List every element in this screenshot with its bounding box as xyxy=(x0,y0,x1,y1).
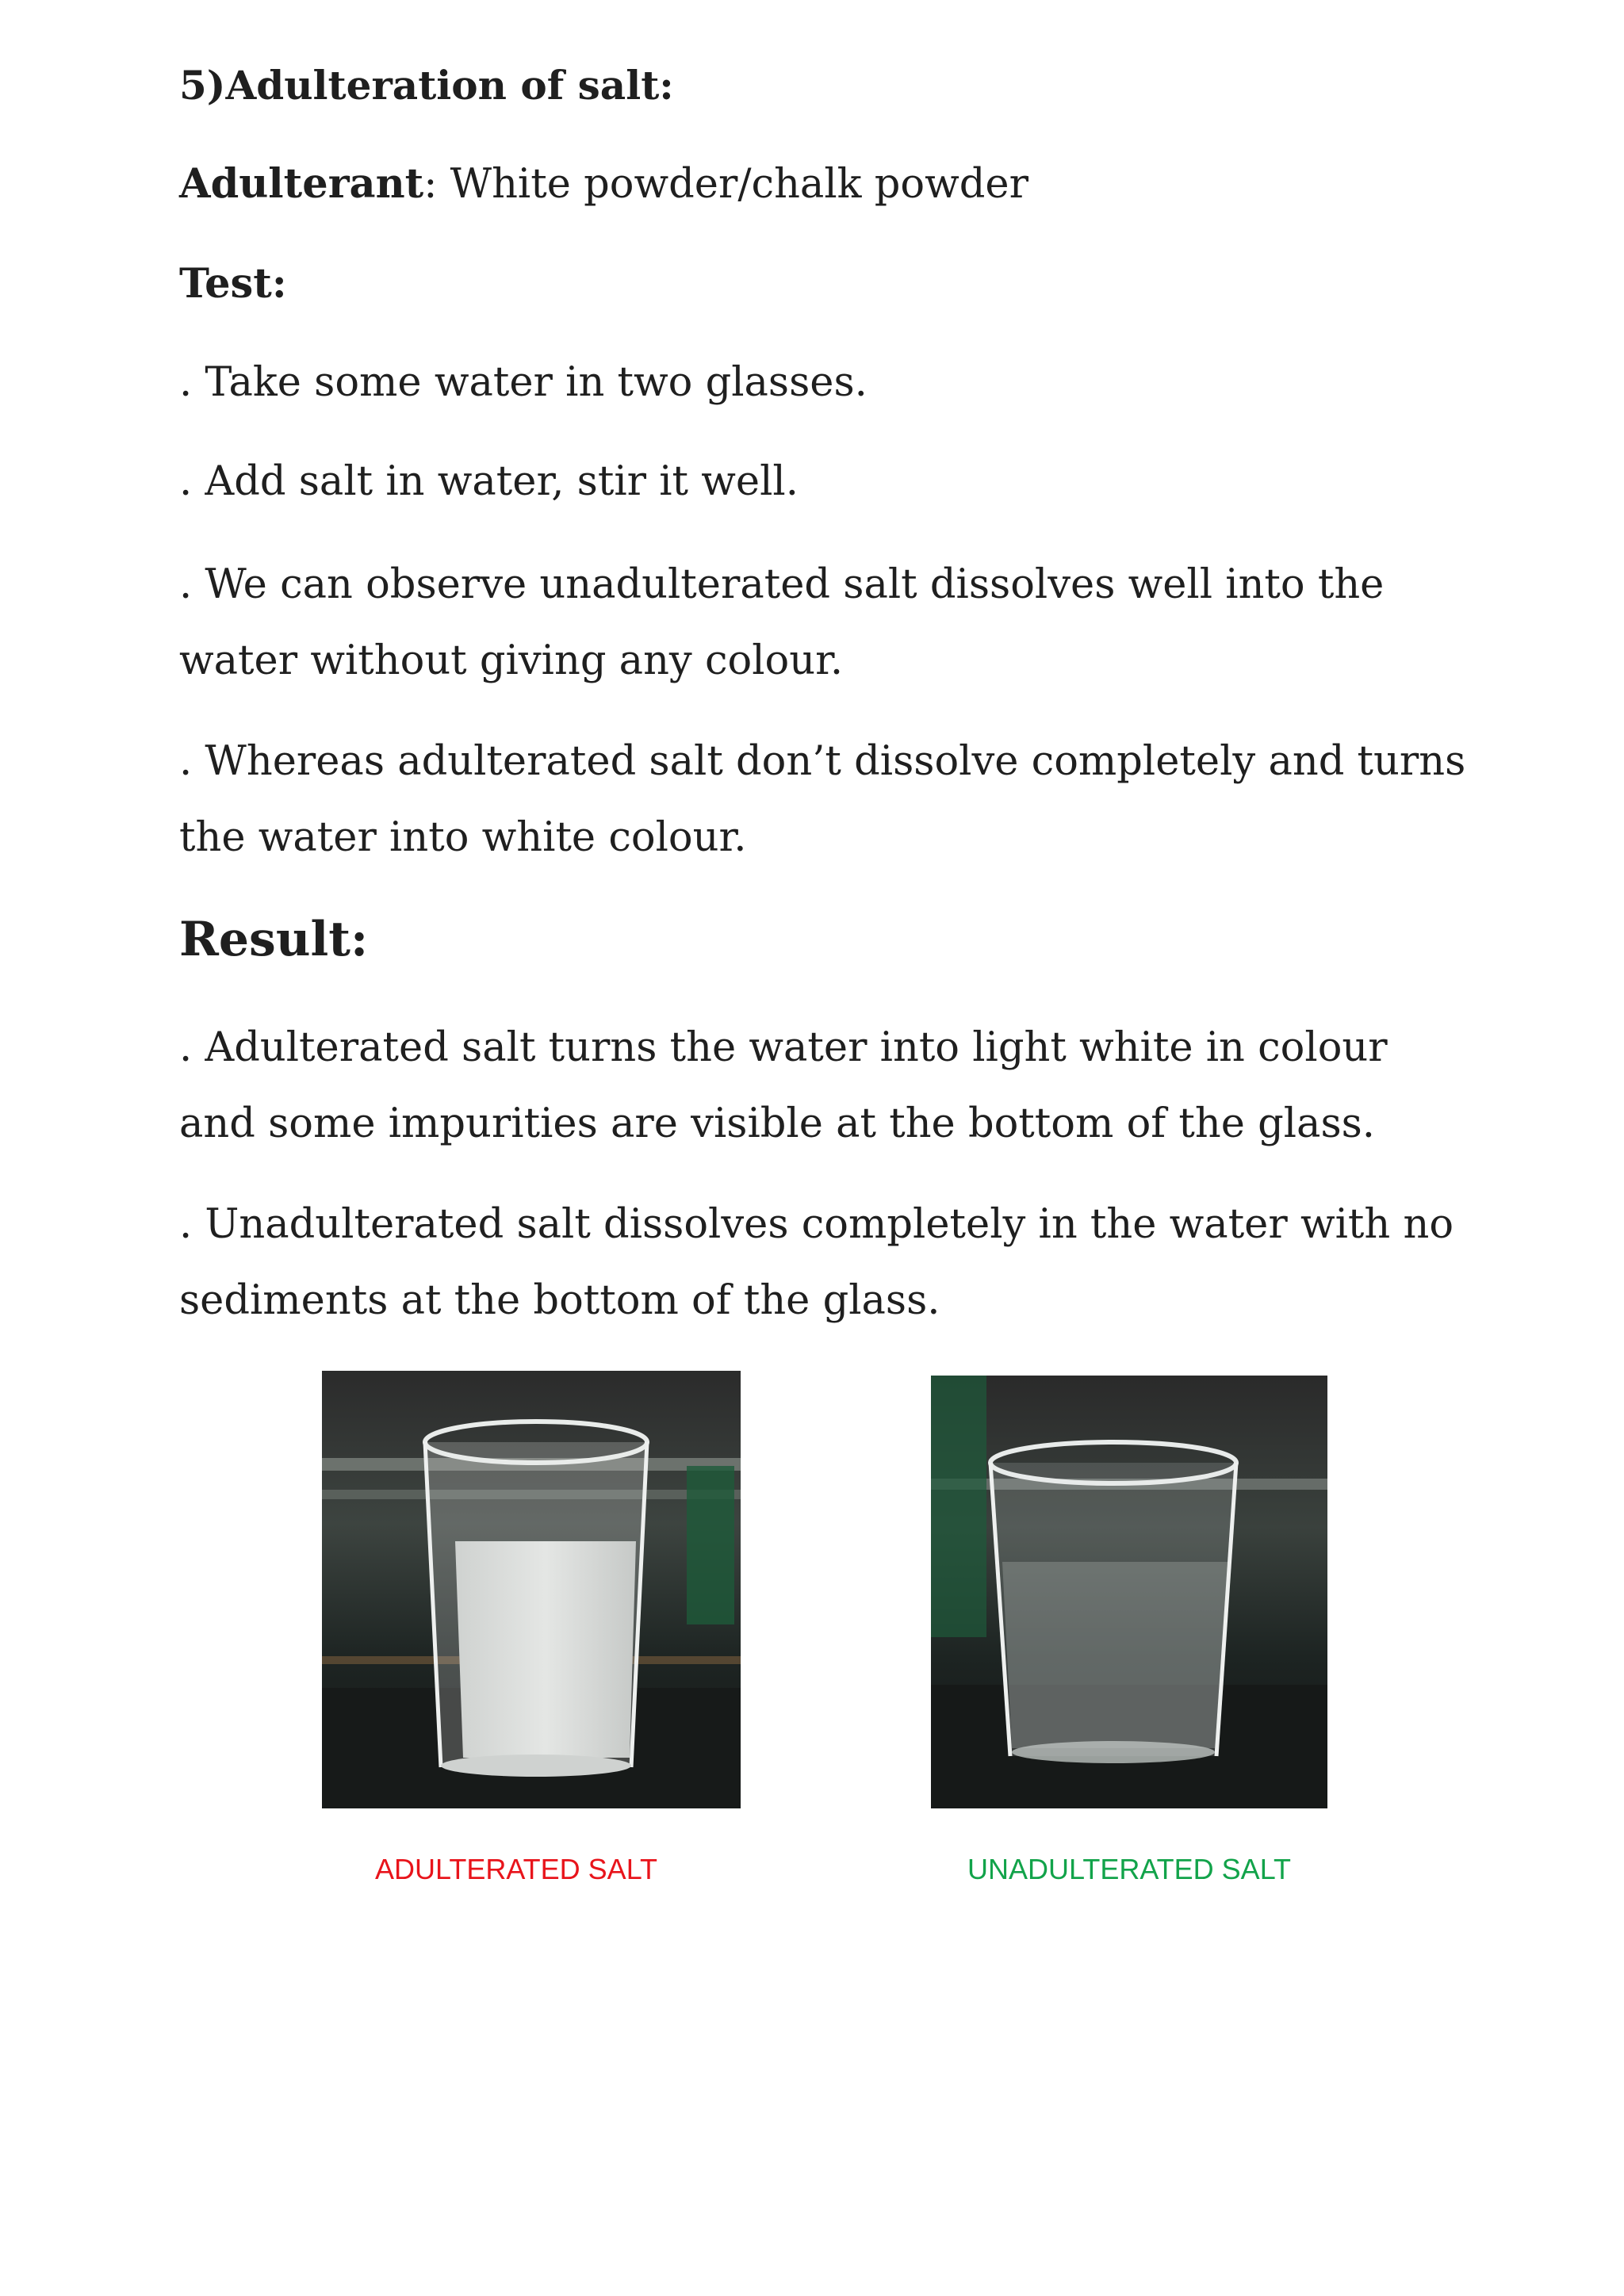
section-title: 5)Adulteration of salt: xyxy=(179,62,674,109)
unadulterated-glass-image xyxy=(931,1376,1327,1808)
adulterant-value: : White powder/chalk powder xyxy=(423,161,1028,208)
test-step-4: . Whereas adulterated salt don’t dissolve completely and turns the water into white colour. xyxy=(179,738,1466,861)
adulterated-salt-caption: ADULTERATED SALT xyxy=(374,1853,658,1885)
unadulterated-salt-caption: UNADULTERATED SALT xyxy=(967,1853,1292,1885)
unadulterated-salt-photo xyxy=(931,1376,1327,1808)
adulterated-glass-image xyxy=(322,1371,741,1808)
adulterated-salt-photo xyxy=(322,1371,741,1808)
adulterant-label: Adulterant xyxy=(179,160,424,208)
test-step-1: . Take some water in two glasses. xyxy=(179,359,868,406)
test-label: Test: xyxy=(179,260,287,308)
result-point-2: . Unadulterated salt dissolves completely in the water with no sediments at the bottom of the glass. xyxy=(179,1201,1454,1324)
test-step-3: . We can observe unadulterated salt dissolves well into the water without giving any colour. xyxy=(179,561,1385,684)
result-point-1: . Adulterated salt turns the water into light white in colour and some impurities are visible at the bottom of the glass. xyxy=(179,1024,1388,1147)
adulterant-line xyxy=(179,160,1472,209)
result-heading: Result: xyxy=(179,912,369,967)
test-step-2: . Add salt in water, stir it well. xyxy=(179,458,799,505)
